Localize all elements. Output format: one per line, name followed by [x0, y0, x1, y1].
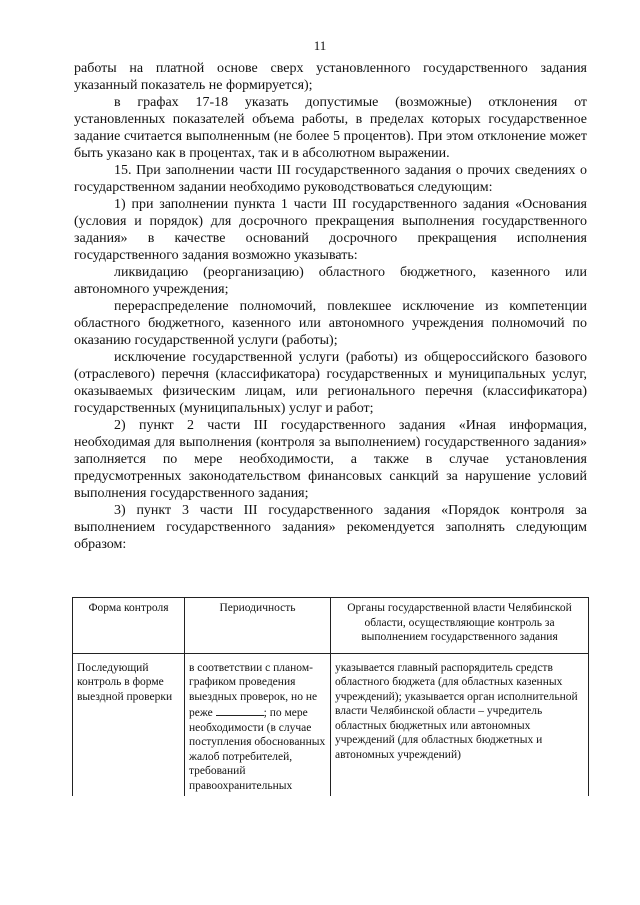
header-authorities: Органы государственной власти Челябинской области, осуществляющие контроль за выполнением государственного задания — [331, 598, 589, 654]
cell-authorities: указывается главный распорядитель средств областного бюджета (для областных казенных учреждений); указывается орган исполнительной власти Челябинской области – учредитель областных бюджетных или автономных учреждений (для областных бюджетных и автономных учреждений) — [331, 653, 589, 796]
table-row — [73, 653, 589, 796]
paragraph: 2) пункт 2 части III государственного задания «Иная информация, необходимая для выполнения (контроля за выполнением) государственного задания» заполняется по мере необходимости, а также в случае установления предусмотренных законодательством финансовых санкций за нарушение условий выполнения государственного задания; — [74, 418, 587, 501]
cell-form: Последующий контроль в форме выездной проверки — [73, 653, 185, 796]
document-body — [74, 60, 587, 553]
control-table — [72, 597, 589, 796]
paragraph: перераспределение полномочий, повлекшее исключение из компетенции областного бюджетного, казенного или автономного учреждения полномочий по оказанию государственной услуги (работы); — [74, 299, 587, 348]
paragraph: 1) при заполнении пункта 1 части III государственного задания «Основания (условия и порядок) для досрочного прекращения выполнения государственного задания» в качестве оснований досрочного прекращения исполнения государственного задания возможно указывать: — [74, 197, 587, 263]
table-header-row — [73, 598, 589, 654]
header-period: Периодичность — [185, 598, 331, 654]
period-text-end: ; по мере необходимости (в случае поступления обоснованных жалоб потребителей, требований правоохранительных — [189, 707, 326, 792]
header-form: Форма контроля — [73, 598, 185, 654]
paragraph: 15. При заполнении части III государственного задания о прочих сведениях о государственном задании необходимо руководствоваться следующим: — [74, 163, 587, 195]
cell-period — [185, 653, 331, 796]
page-number: 11 — [313, 38, 327, 53]
blank-line — [216, 704, 264, 716]
paragraph: исключение государственной услуги (работы) из общероссийского базового (отраслевого) перечня (классификатора) государственных и муниципальных услуг, оказываемых физическим лицам, или регионального перечня (классификатора) государственных (муниципальных) услуг и работ; — [74, 350, 587, 416]
paragraph: ликвидацию (реорганизацию) областного бюджетного, казенного или автономного учреждения; — [74, 265, 587, 297]
paragraph: 3) пункт 3 части III государственного задания «Порядок контроля за выполнением государственного задания» рекомендуется заполнять следующим образом: — [74, 503, 587, 552]
paragraph: в графах 17-18 указать допустимые (возможные) отклонения от установленных показателей объема работы, в пределах которых государственное задание считается выполненным (не более 5 процентов). При этом отклонение может быть указано как в процентах, так и в абсолютном выражении. — [74, 95, 587, 161]
period-text-start: в соответствии с планом-графиком проведения выездных проверок, но не реже — [189, 661, 318, 719]
paragraph: работы на платной основе сверх установленного государственного задания указанный показатель не формируется); — [74, 61, 587, 93]
